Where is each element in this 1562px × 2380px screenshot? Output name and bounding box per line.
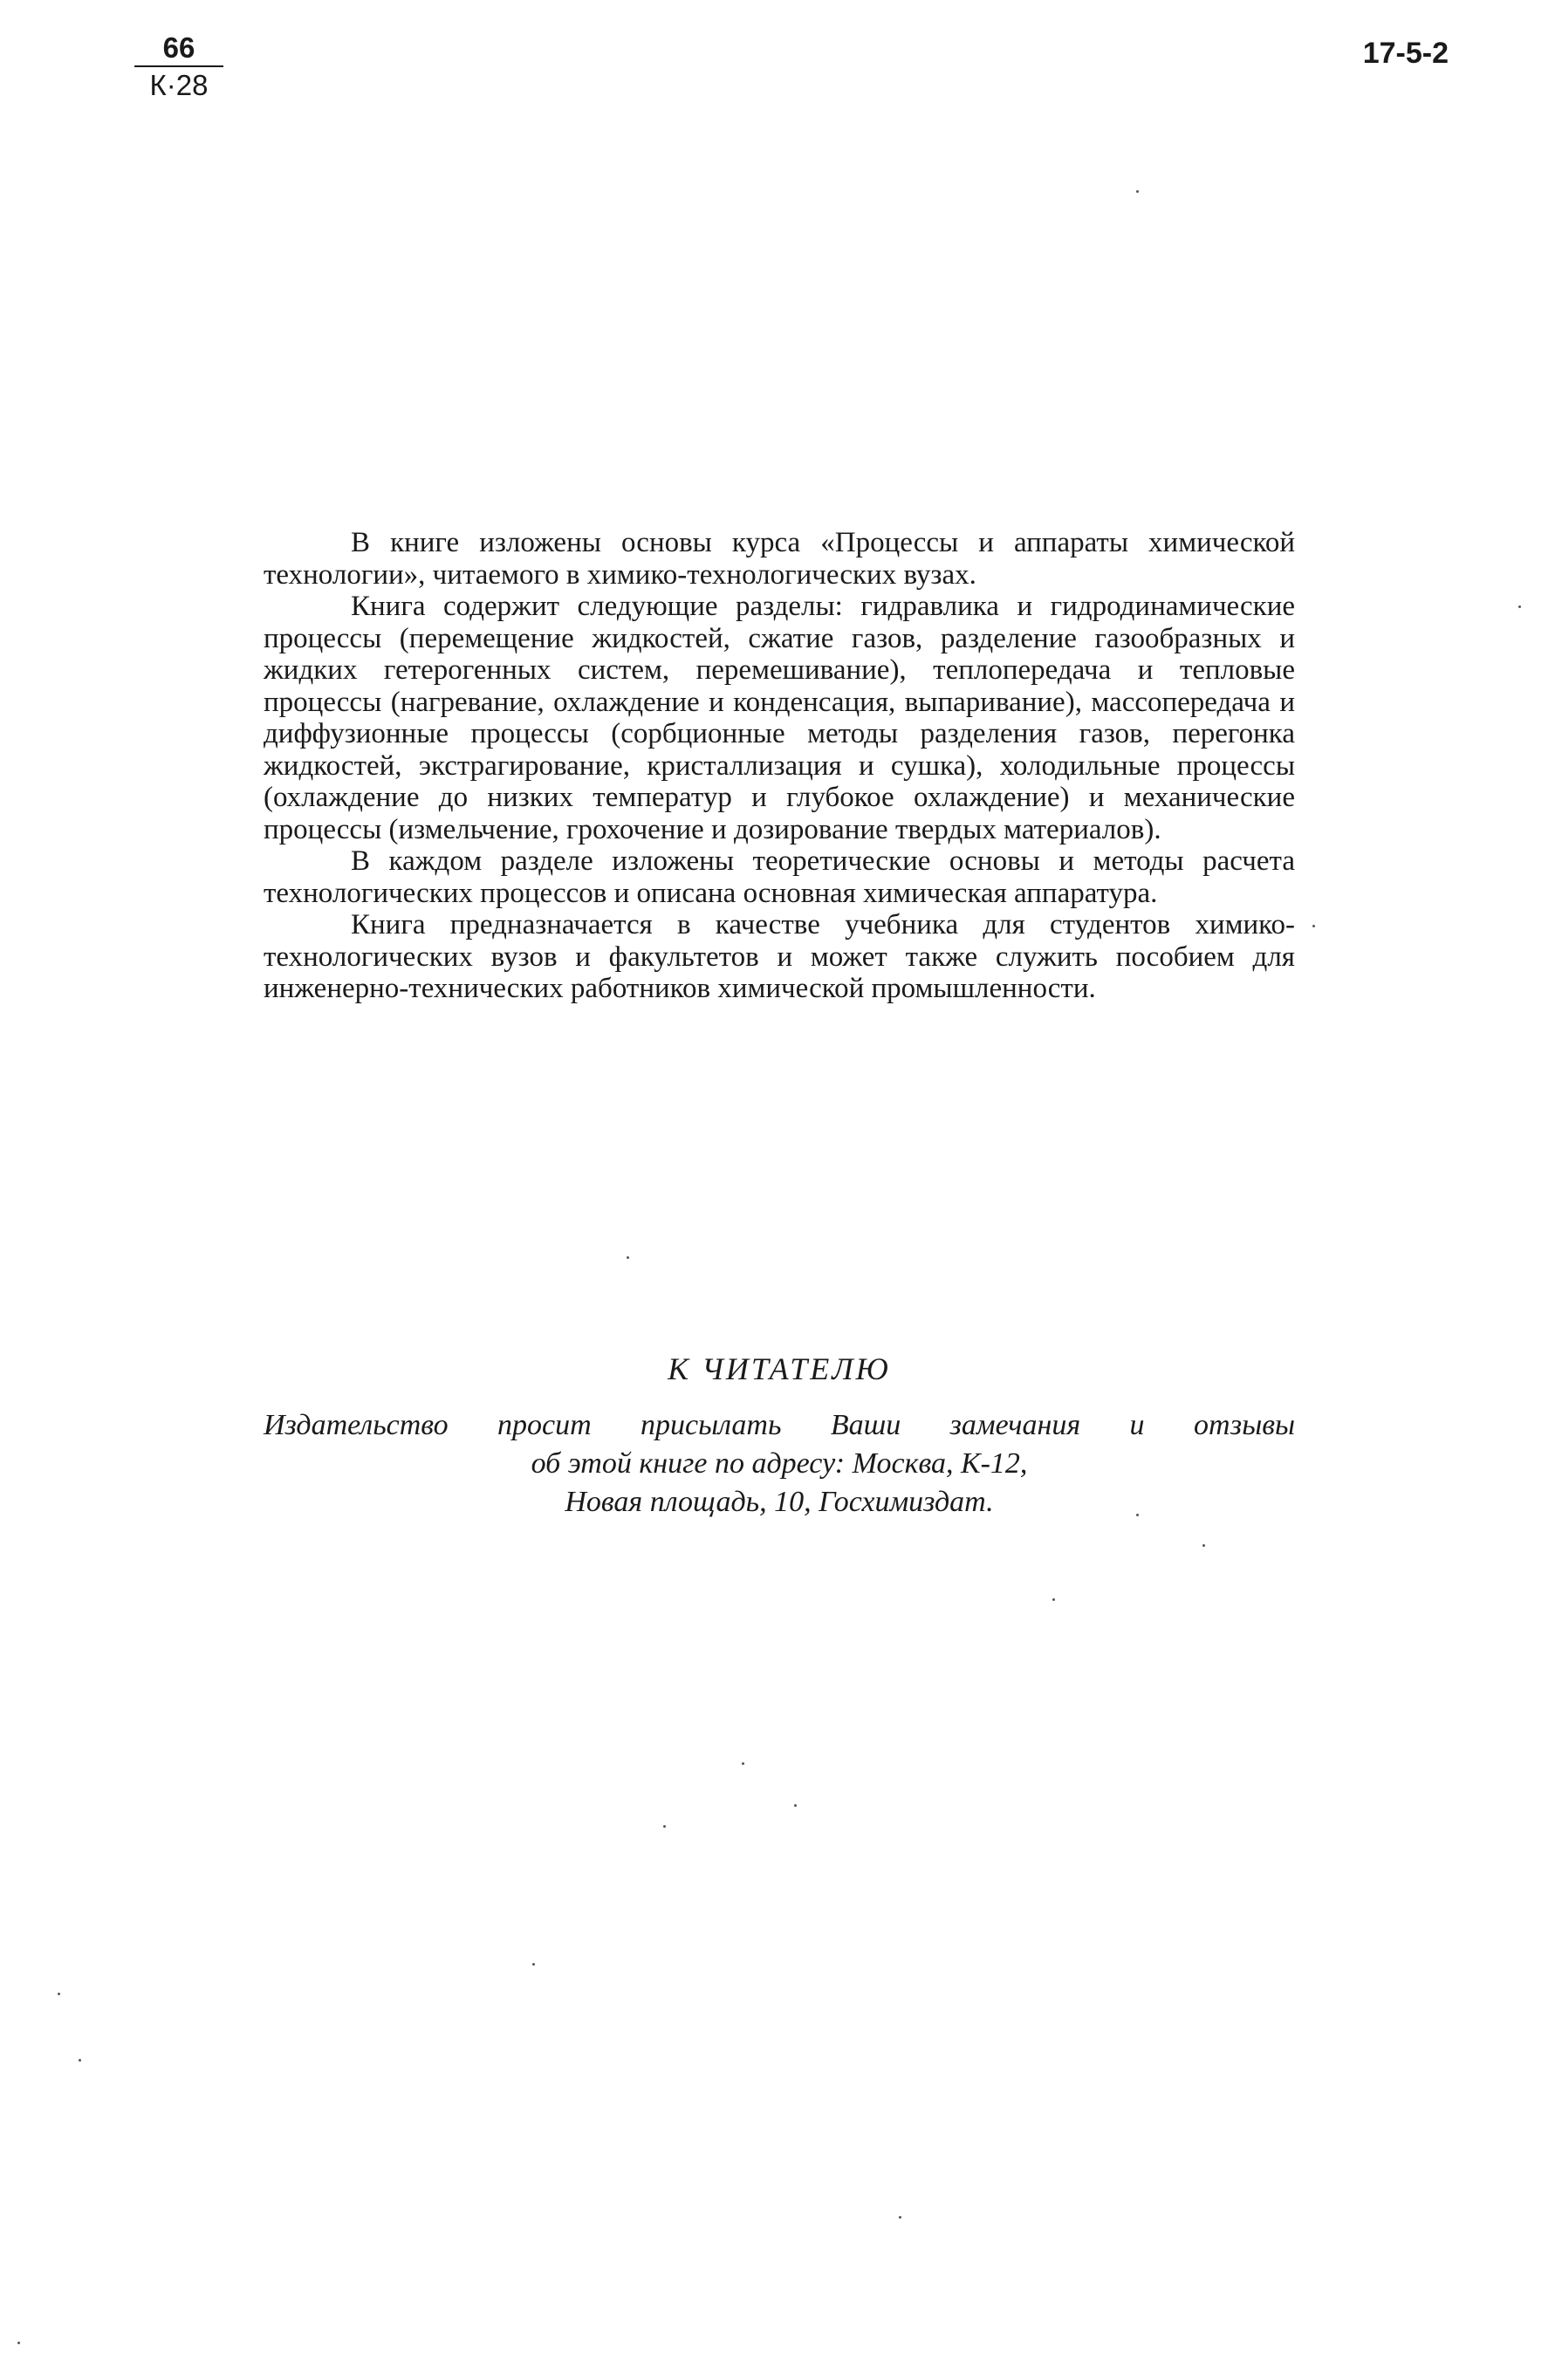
scan-speck — [79, 2059, 81, 2062]
scan-speck — [1518, 605, 1521, 608]
scan-speck — [1312, 925, 1315, 927]
scan-speck — [1052, 1598, 1055, 1601]
scan-speck — [742, 1762, 744, 1765]
scan-speck — [17, 2342, 20, 2344]
scan-speck — [532, 1963, 535, 1966]
to-reader-line: Новая площадь, 10, Госхимиздат. — [565, 1486, 994, 1518]
to-reader-line: об этой книге по адресу: Москва, К-12, — [531, 1447, 1028, 1480]
scan-speck — [1136, 1514, 1139, 1516]
udk-code: К·28 — [149, 69, 209, 101]
scan-speck — [58, 1993, 60, 1995]
abstract-paragraph: В книге изложены основы курса «Процессы и аппараты химической технологии», читаемого в химико-технологических вузах. — [264, 527, 1295, 591]
scan-speck — [1202, 1544, 1205, 1547]
scan-speck — [627, 1256, 629, 1259]
to-reader-line: Издательство просит присылать Ваши замечания и отзывы — [264, 1409, 1295, 1441]
scan-speck — [794, 1804, 797, 1807]
udk-classification — [131, 33, 227, 99]
to-reader-section — [264, 1351, 1295, 1522]
scan-speck — [1136, 190, 1139, 193]
udk-number: 66 — [134, 33, 223, 67]
to-reader-heading: К ЧИТАТЕЛЮ — [668, 1351, 891, 1386]
book-abstract — [264, 527, 1295, 1005]
abstract-paragraph: Книга предназначается в качестве учебника для студентов химико-технологических вузов и факультетов и может также служить пособием для инженерно-технических работников химической промышленности. — [264, 909, 1295, 1004]
abstract-paragraph: Книга содержит следующие разделы: гидравлика и гидродинамические процессы (перемещение жидкостей, сжатие газов, разделение газообразных и жидких гетерогенных систем, перемешивание), теплопередача и тепловые процессы (нагревание, охлаждение и конденсация, выпаривание), массопередача и диффузионные процессы (сорбционные методы разделения газов, перегонка жидкостей, экстрагирование, кристаллизация и сушка), холодильные процессы (охлаждение до низких температур и глубокое охлаждение) и механические процессы (измельчение, грохочение и дозирование твердых материалов). — [264, 591, 1295, 845]
index-code: 17-5-2 — [1362, 37, 1449, 70]
scan-speck — [663, 1825, 666, 1828]
scan-speck — [899, 2216, 901, 2219]
abstract-paragraph: В каждом разделе изложены теоретические основы и методы расчета технологических процессов и описана основная химическая аппаратура. — [264, 845, 1295, 909]
